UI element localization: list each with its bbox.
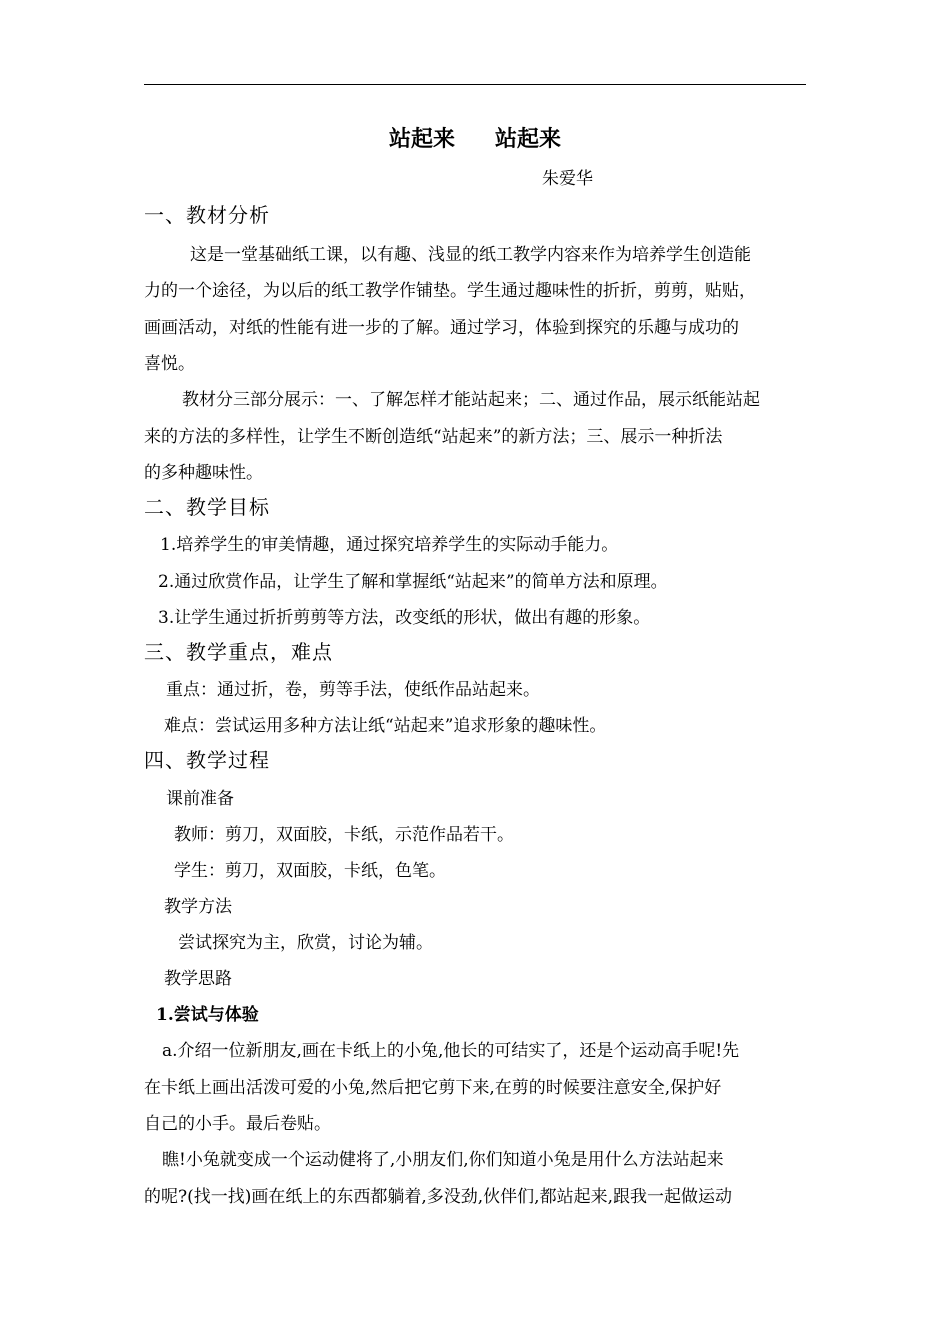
subheading-approach: 教学思路 — [164, 969, 232, 989]
title-part-1: 站起来 — [388, 126, 455, 152]
goal-item: 3.让学生通过折折剪剪等方法，改变纸的形状，做出有趣的形象。 — [158, 608, 651, 628]
paragraph-line: 的呢?(找一找)画在纸上的东西都躺着,多没劲,伙伴们,都站起来,跟我一起做运动 — [144, 1187, 732, 1207]
paragraph-line: 瞧!小兔就变成一个运动健将了,小朋友们,你们知道小兔是用什么方法站起来 — [162, 1150, 724, 1170]
subheading-preparation: 课前准备 — [166, 789, 234, 809]
paragraph-line: 教材分三部分展示：一、了解怎样才能站起来；二、通过作品，展示纸能站起 — [182, 390, 760, 410]
subheading-method: 教学方法 — [164, 897, 232, 917]
step-heading: 1.尝试与体验 — [156, 1005, 259, 1025]
paragraph-line: 画画活动，对纸的性能有进一步的了解。通过学习，体验到探究的乐趣与成功的 — [144, 318, 739, 338]
section-heading-goals: 二、教学目标 — [144, 495, 270, 519]
difficult-point: 难点：尝试运用多种方法让纸“站起来”追求形象的趣味性。 — [164, 716, 607, 736]
goal-item: 1.培养学生的审美情趣，通过探究培养学生的实际动手能力。 — [160, 535, 619, 555]
author-name: 朱爱华 — [542, 169, 593, 189]
section-heading-analysis: 一、教材分析 — [144, 203, 270, 227]
key-point: 重点：通过折，卷，剪等手法，使纸作品站起来。 — [166, 680, 540, 700]
goal-item: 2.通过欣赏作品，让学生了解和掌握纸“站起来”的简单方法和原理。 — [158, 572, 668, 592]
paragraph-line: 这是一堂基础纸工课，以有趣、浅显的纸工教学内容来作为培养学生创造能 — [190, 245, 751, 265]
student-materials: 学生：剪刀，双面胶，卡纸，色笔。 — [174, 861, 446, 881]
section-heading-key-points: 三、教学重点，难点 — [144, 640, 333, 664]
paragraph-line: 喜悦。 — [144, 354, 195, 374]
method-text: 尝试探究为主，欣赏，讨论为辅。 — [178, 933, 433, 953]
page-title — [0, 122, 950, 153]
paragraph-line: a.介绍一位新朋友,画在卡纸上的小兔,他长的可结实了，还是个运动高手呢!先 — [162, 1041, 740, 1061]
paragraph-line: 力的一个途径，为以后的纸工教学作铺垫。学生通过趣味性的折折，剪剪，贴贴， — [144, 281, 756, 301]
paragraph-line: 自己的小手。最后卷贴。 — [144, 1114, 331, 1134]
paragraph-line: 来的方法的多样性，让学生不断创造纸“站起来”的新方法；三、展示一种折法 — [144, 427, 723, 447]
teacher-materials: 教师：剪刀，双面胶，卡纸，示范作品若干。 — [174, 825, 514, 845]
paragraph-line: 在卡纸上画出活泼可爱的小兔,然后把它剪下来,在剪的时候要注意安全,保护好 — [144, 1078, 722, 1098]
title-part-2: 站起来 — [495, 126, 562, 152]
paragraph-line: 的多种趣味性。 — [144, 463, 263, 483]
header-rule — [144, 84, 806, 85]
section-heading-process: 四、教学过程 — [144, 748, 270, 772]
